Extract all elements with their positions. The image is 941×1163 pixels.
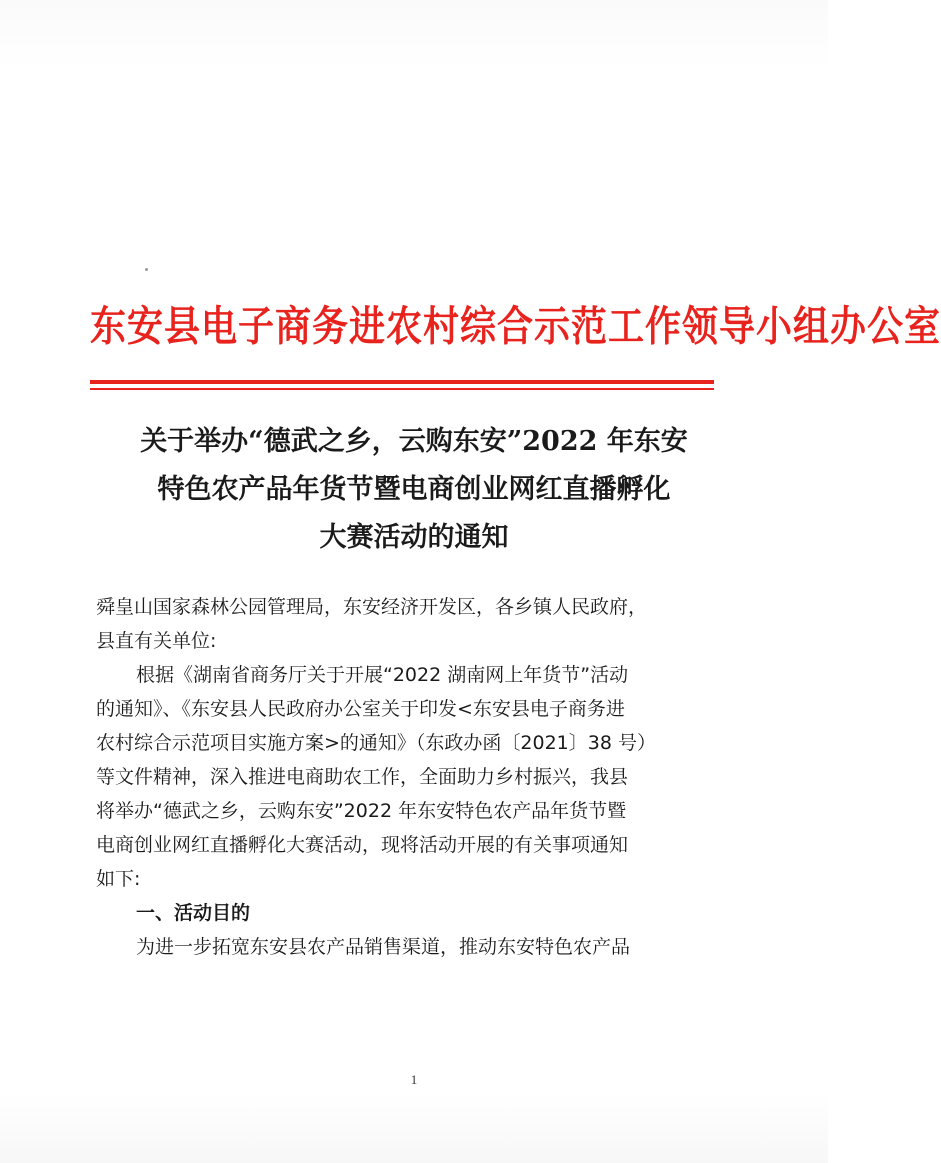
scan-speck [145,268,148,271]
issuing-office-header: 东安县电子商务进农村综合示范工作领导小组办公室 [90,302,941,351]
document-body [96,590,736,964]
red-header-rule-thin [90,388,714,390]
red-header-rule-thick [90,380,714,384]
body-line: 电商创业网红直播孵化大赛活动，现将活动开展的有关事项通知 [96,834,629,856]
page-number: 1 [410,1072,418,1087]
body-line: 根据《湖南省商务厅关于开展“2022 湖南网上年货节”活动 [136,664,629,686]
title-line: 特色农产品年货节暨电商创业网红直播孵化 [157,474,671,505]
body-line: 如下: [96,868,141,890]
title-line: 关于举办“德武之乡，云购东安”2022 年东安 [140,426,688,457]
addressee-line: 舜皇山国家森林公园管理局，东安经济开发区，各乡镇人民政府， [96,596,648,618]
body-line: 农村综合示范项目实施方案>的通知》（东政办函〔2021〕38 号） [96,732,656,754]
title-line: 大赛活动的通知 [319,522,509,553]
body-line: 的通知》、《东安县人民政府办公室关于印发<东安县电子商务进 [96,698,625,720]
document-title [90,418,738,562]
body-line: 将举办“德武之乡，云购东安”2022 年东安特色农产品年货节暨 [96,800,627,822]
section-heading: 一、活动目的 [136,902,251,924]
addressee-line: 县直有关单位: [96,630,217,652]
body-line: 为进一步拓宽东安县农产品销售渠道，推动东安特色农产品 [136,936,631,958]
body-line: 等文件精神，深入推进电商助农工作，全面助力乡村振兴，我县 [96,766,629,788]
